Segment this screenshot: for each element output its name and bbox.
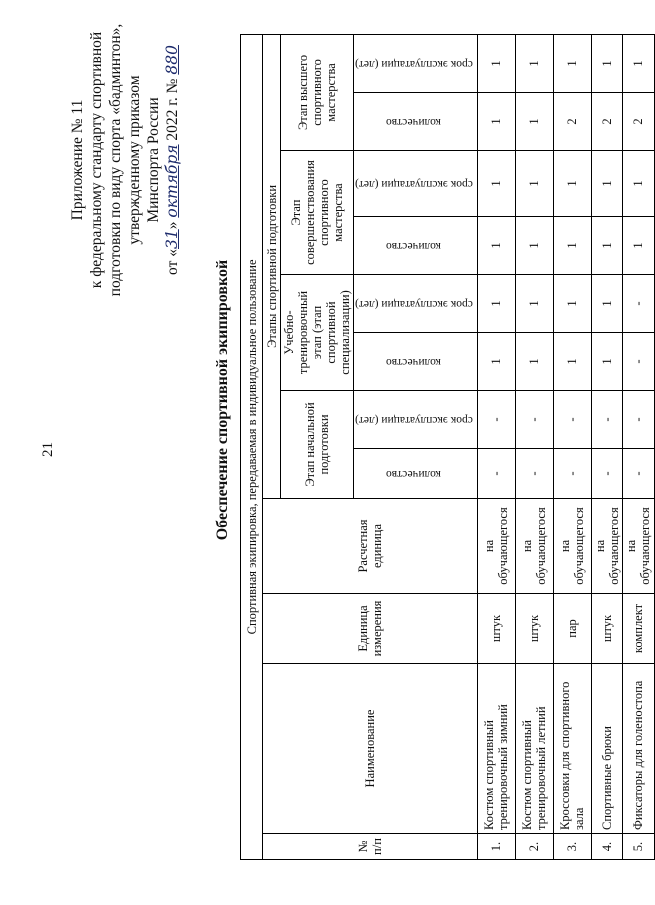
table-row xyxy=(477,34,515,859)
row-calc: на обучающегося xyxy=(591,499,622,594)
handwritten-month: октября xyxy=(163,144,181,218)
row-value: 2 xyxy=(591,93,622,151)
appendix-line: Приложение № 11 xyxy=(69,99,86,221)
sub-header-term: срок эксплуатации (лет) xyxy=(354,151,478,217)
sub-header-term: срок эксплуатации (лет) xyxy=(354,391,478,449)
section-header: Спортивная экипировка, передаваемая в индивидуальное пользование xyxy=(241,34,263,859)
appendix-date-line xyxy=(163,15,182,305)
row-num: 4. xyxy=(591,834,622,860)
row-num: 3. xyxy=(553,834,591,860)
table-row xyxy=(622,34,654,859)
row-num: 5. xyxy=(622,834,654,860)
row-value: 1 xyxy=(622,34,654,92)
row-value: - xyxy=(515,449,553,499)
table-row xyxy=(591,34,622,859)
row-calc: на обучающегося xyxy=(515,499,553,594)
row-value: - xyxy=(622,391,654,449)
col-header-unit: Единица измерения xyxy=(263,594,478,664)
row-value: - xyxy=(591,391,622,449)
row-unit: пар xyxy=(553,594,591,664)
row-value: 1 xyxy=(477,34,515,92)
row-name: Костюм спортивный тренировочный летний xyxy=(515,664,553,834)
sub-header-qty: количество xyxy=(354,217,478,275)
row-value: 2 xyxy=(622,93,654,151)
row-value: 1 xyxy=(515,151,553,217)
sub-header-term: срок эксплуатации (лет) xyxy=(354,34,478,92)
stages-header: Этапы спортивной подготовки xyxy=(263,34,281,498)
stage-header: Этап начальной подготовки xyxy=(281,391,354,499)
row-value: 1 xyxy=(553,34,591,92)
row-value: 1 xyxy=(622,151,654,217)
date-mid: » xyxy=(164,217,181,230)
row-unit: штук xyxy=(477,594,515,664)
row-value: 1 xyxy=(553,151,591,217)
appendix-line: подготовки по виду спорта «бадминтон», xyxy=(107,23,124,297)
row-name: Фиксаторы для голеностопа xyxy=(622,664,654,834)
table-row xyxy=(553,34,591,859)
stage-header: Этап совершенствования спортивного мастерства xyxy=(281,151,354,275)
table-row xyxy=(515,34,553,859)
row-unit: комплект xyxy=(622,594,654,664)
row-name: Спортивные брюки xyxy=(591,664,622,834)
row-value: 1 xyxy=(515,217,553,275)
row-value: - xyxy=(553,391,591,449)
row-value: 1 xyxy=(477,93,515,151)
stage-header: Этап высшего спортивного мастерства xyxy=(281,34,354,150)
row-value: 1 xyxy=(553,275,591,333)
row-value: - xyxy=(477,391,515,449)
row-value: 1 xyxy=(515,275,553,333)
sub-header-term: срок эксплуатации (лет) xyxy=(354,275,478,333)
row-value: - xyxy=(477,449,515,499)
sub-header-qty: количество xyxy=(354,333,478,391)
row-value: 1 xyxy=(477,333,515,391)
handwritten-day: 31 xyxy=(163,229,181,249)
appendix-block xyxy=(68,15,182,305)
row-value: 1 xyxy=(477,151,515,217)
row-name: Костюм спортивный тренировочный зимний xyxy=(477,664,515,834)
row-num: 2. xyxy=(515,834,553,860)
row-num: 1. xyxy=(477,834,515,860)
row-value: 2 xyxy=(553,93,591,151)
row-value: 1 xyxy=(515,93,553,151)
row-value: 1 xyxy=(553,217,591,275)
col-header-num: № п/п xyxy=(263,834,478,860)
appendix-line: утвержденному приказом xyxy=(126,75,143,245)
row-value: 1 xyxy=(515,333,553,391)
row-value: 1 xyxy=(553,333,591,391)
row-value: - xyxy=(622,275,654,333)
row-value: 1 xyxy=(591,151,622,217)
appendix-line: к федеральному стандарту спортивной xyxy=(88,31,105,289)
row-value: 1 xyxy=(591,333,622,391)
date-prefix: от « xyxy=(164,249,181,275)
row-value: 1 xyxy=(591,275,622,333)
col-header-calc: Расчетная единица xyxy=(263,499,478,594)
row-value: - xyxy=(515,391,553,449)
page-number: 21 xyxy=(40,442,56,457)
row-value: - xyxy=(622,333,654,391)
row-value: 1 xyxy=(515,34,553,92)
row-calc: на обучающегося xyxy=(477,499,515,594)
appendix-line: Минспорта России xyxy=(145,97,162,223)
row-value: - xyxy=(622,449,654,499)
sub-header-qty: количество xyxy=(354,449,478,499)
row-value: 1 xyxy=(591,217,622,275)
row-value: 1 xyxy=(477,275,515,333)
handwritten-order-number: 880 xyxy=(163,45,181,75)
document-title: Обеспечение спортивной экипировкой xyxy=(214,259,231,541)
date-suffix: 2022 г. № xyxy=(164,74,181,145)
equipment-table xyxy=(240,34,655,860)
row-value: 1 xyxy=(622,217,654,275)
stage-header: Учебно-тренировочный этап (этап спортивной специализации) xyxy=(281,275,354,391)
col-header-name: Наименование xyxy=(263,664,478,834)
sub-header-qty: количество xyxy=(354,93,478,151)
row-unit: штук xyxy=(591,594,622,664)
row-name: Кроссовки для спортивного зала xyxy=(553,664,591,834)
row-unit: штук xyxy=(515,594,553,664)
row-value: - xyxy=(591,449,622,499)
row-calc: на обучающегося xyxy=(553,499,591,594)
row-value: 1 xyxy=(591,34,622,92)
row-calc: на обучающегося xyxy=(622,499,654,594)
row-value: - xyxy=(553,449,591,499)
row-value: 1 xyxy=(477,217,515,275)
